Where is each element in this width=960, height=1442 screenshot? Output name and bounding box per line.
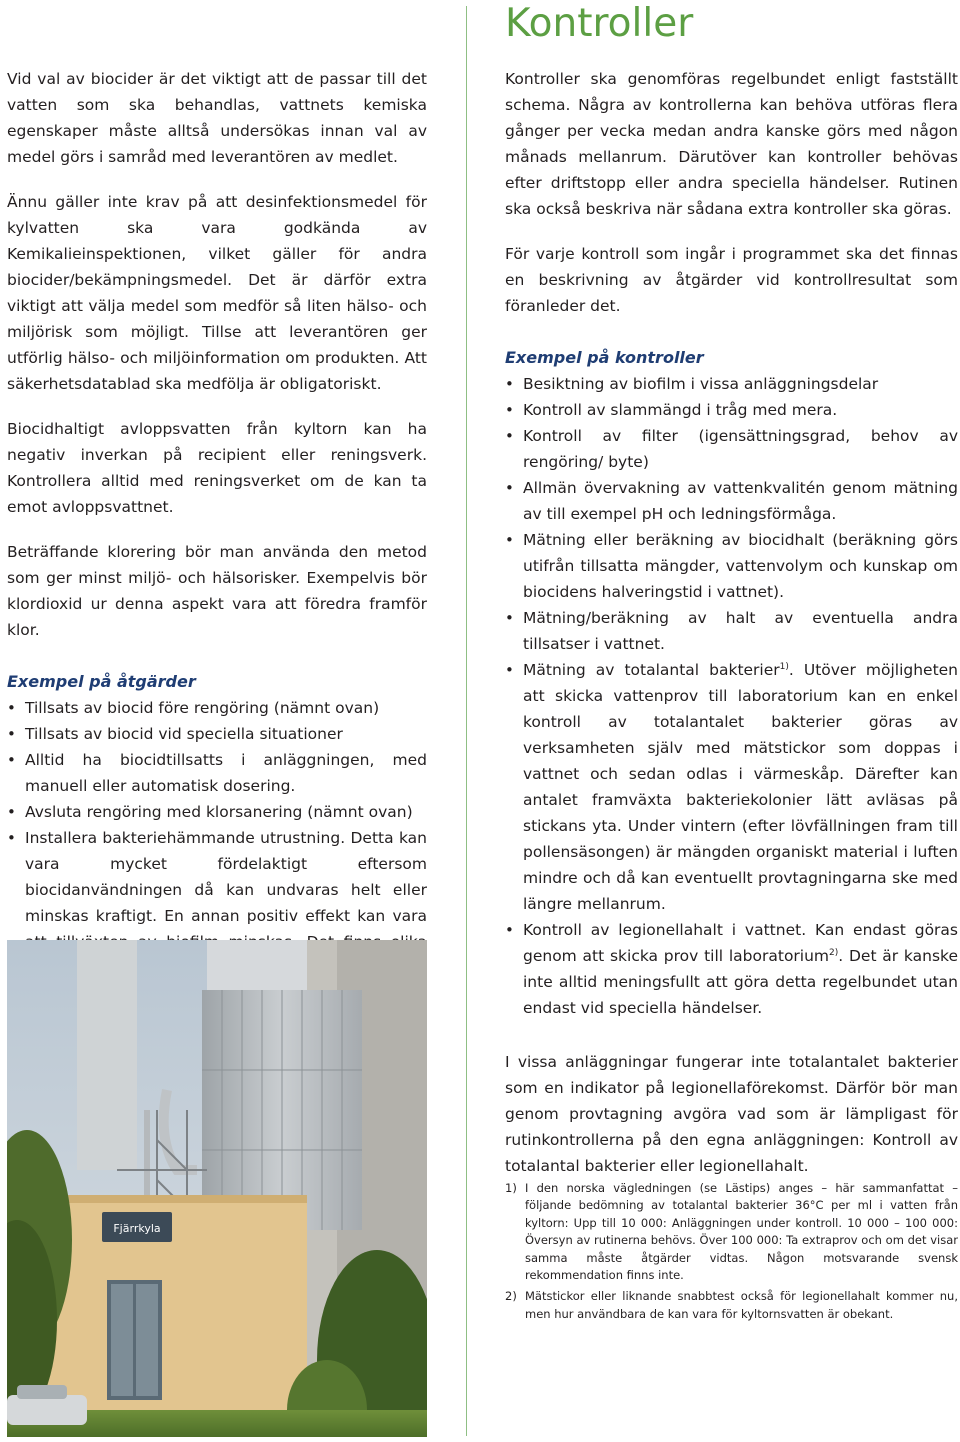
left-paragraph-4: Beträffande klorering bör man använda den metod som ger minst miljö- och hälsorisker. Exempelvis bör klordioxid ur denna aspekt vara att föredra framför klor. (7, 543, 427, 639)
list-item: • Alltid ha biocidtillsatts i anläggningen, med manuell eller automatisk dosering. (7, 747, 427, 799)
photo-sign-text: Fjärrkyla (113, 1222, 161, 1235)
bullet7-text-b: . Utöver möjligheten att skicka vattenprov till laboratorium kan en enkel kontroll av totalantalet bakterier göras av verksamheten själv med mätstickor som doppas i vattnet och sedan odlas i värmeskåp. Därefter kan antalet framväxta bakteriekolonier lätt avläsas på stickans yta. Under vintern (efter lövfällningen fram till pollensäsongen) är mängden organiskt material i luften mindre och då kan eventuellt provtagningarna ske med längre mellanrum. (523, 661, 959, 913)
right-column (505, 66, 958, 1198)
list-item: • Installera bakteriehämmande utrustning. Detta kan vara mycket fördelaktigt eftersom biocidanvändningen då kan undvaras helt eller minskas kraftigt. En annan positiv effekt kan vara (7, 825, 427, 1033)
list-item (505, 917, 958, 1021)
left-column (7, 66, 427, 1033)
column-divider (466, 6, 467, 1436)
exempel-kontroller-heading: Exempel på kontroller (505, 348, 704, 367)
footnote-ref-2: 2) (829, 947, 839, 958)
footnote-number: 2) (505, 1289, 517, 1304)
list-item: • Tillsats av biocid vid speciella situationer (7, 721, 427, 747)
list-item: • Tillsats av biocid före rengöring (nämnt ovan) (7, 695, 427, 721)
footnote-1 (505, 1180, 958, 1284)
list-item: • Mätning eller beräkning av biocidhalt (beräkning görs utifrån tillsatta mängder, vattenvolym och kunskap om biocidens halveringstid i vattnet). (505, 527, 958, 605)
footnote-number: 1) (505, 1181, 517, 1195)
footnotes (505, 1180, 958, 1327)
list-item: • Kontroll av slammängd i tråg med mera. (505, 397, 958, 423)
list-item: • Besiktning av biofilm i vissa anläggningsdelar (505, 371, 958, 397)
right-paragraph-1: Kontroller ska genomföras regelbundet enligt fastställt schema. Några av kontrollerna kan behöva utföras flera gånger per vecka medan andra kanske görs med någon månads mellanrum. Därutöver kan kontroller behövas efter driftstopp eller andra speciella händelser. Rutinen ska också beskriva när sådana extra kontroller ska göras. (505, 70, 958, 218)
bullet7-text-a: Mätning av totalantal bakterier (523, 661, 780, 679)
footnote-2 (505, 1288, 958, 1323)
right-paragraph-3: I vissa anläggningar fungerar inte totalantalet bakterier som en indikator på legionellaförekomst. Därför bör man genom provtagning avgöra vad som är lämpligast för rutinkontrollerna på den egna anläggningen: Kontroll av totalantal bakterier eller legionellahalt. (505, 1053, 958, 1175)
footnote-text: Mätstickor eller liknande snabbtest också för legionellahalt kommer nu, men hur användbara de kan vara för kyltornsvatten är obekant. (525, 1289, 958, 1321)
left-paragraph-1: Vid val av biocider är det viktigt att de passar till det vatten som ska behandlas, vattnets kemiska egenskaper måste alltså undersökas innan val av medel görs i samråd med leverantören av medlet. (7, 70, 427, 166)
bullet8-text-a: Kontroll av legionellahalt i vattnet. Kan endast göras genom att skicka prov till laboratorium (523, 921, 958, 965)
cooling-tower-photo (7, 940, 427, 1437)
footnote-text: I den norska vägledningen (se Lästips) anges – här sammanfattat – följande bedömning av totalantal bakterier 36°C per ml i vatten från kyltorn: Upp till 10 000: Anläggningen under kontroll. 10 000 – 100 000: Översyn av rutinerna behövs. Över 100 000: Ta extraprov och om det visar samma måste åtgärder vidtas. Någon motsvarande svensk rekommendation finns inte. (525, 1181, 958, 1283)
footnote-ref-1: 1) (779, 661, 789, 672)
list-item: • Mätning/beräkning av halt av eventuella andra tillsatser i vattnet. (505, 605, 958, 657)
left-paragraph-3: Biocidhaltigt avloppsvatten från kyltorn kan ha negativ inverkan på recipient eller reningsverk. Kontrollera alltid med reningsverket om de kan ta emot avloppsvattnet. (7, 420, 427, 516)
section-heading: Kontroller (505, 1, 694, 46)
list-item: • Avsluta rengöring med klorsanering (nämnt ovan) (7, 799, 427, 825)
exempel-atgarder-heading: Exempel på åtgärder (7, 672, 196, 691)
kontroller-list (505, 371, 958, 1021)
bullet8-text-b: . Det är kanske inte alltid meningsfullt att göra detta regelbundet utan endast vid speciella händelser. (523, 947, 958, 1017)
list-item (505, 657, 958, 917)
list-item: • Kontroll av filter (igensättningsgrad, behov av rengöring/ byte) (505, 423, 958, 475)
right-paragraph-2: För varje kontroll som ingår i programmet ska det finnas en beskrivning av åtgärder vid kontrollresultat som föranleder det. (505, 245, 958, 315)
list-item: • Allmän övervakning av vattenkvalitén genom mätning av till exempel pH och ledningsförmåga. (505, 475, 958, 527)
left-paragraph-2: Ännu gäller inte krav på att desinfektionsmedel för kylvatten ska vara godkända av Kemikalieinspektionen, vilket gäller för andra biocider/bekämpningsmedel. Det är därför extra viktigt att välja medel som medför så liten hälso- och miljörisk som möjligt. Tillse att leverantören ger utförlig hälso- och miljöinformation om produkten. Att säkerhetsdatablad ska medfölja är obligatoriskt. (7, 193, 427, 393)
